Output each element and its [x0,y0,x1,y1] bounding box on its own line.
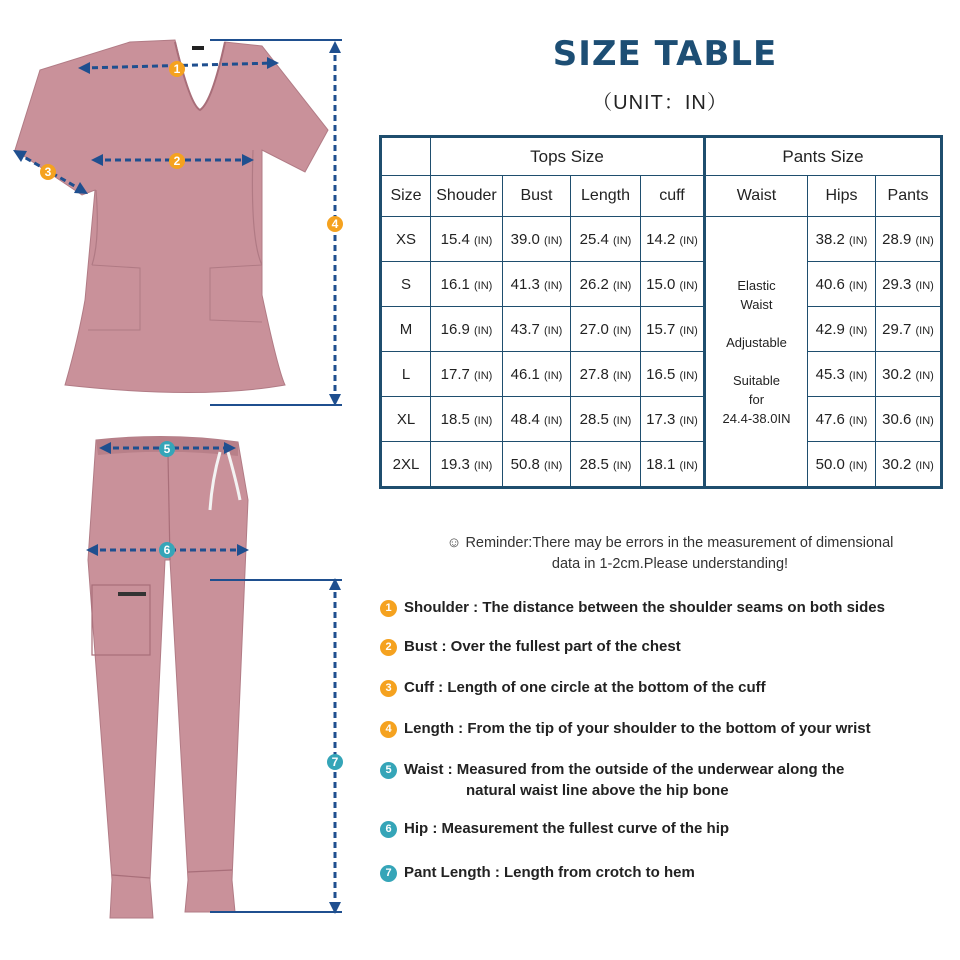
definition-pant-length: 7 Pant Length : Length from crotch to hem [380,862,695,883]
group-header-row [381,137,942,176]
definition-hip: 6 Hip : Measurement the fullest curve of the hip [380,818,729,839]
cuff-cell: 17.3 (IN) [641,397,705,442]
size-cell: XL [381,397,431,442]
shoulder-cell: 15.4 (IN) [431,217,503,262]
pants-cell: 29.7 (IN) [876,307,942,352]
unit-label: （UNIT：IN） [592,92,728,114]
definition-cuff: 3 Cuff : Length of one circle at the bottom of the cuff [380,677,766,698]
col-waist: Waist [705,176,808,217]
length-cell: 27.8 (IN) [571,352,641,397]
cuff-cell: 14.2 (IN) [641,217,705,262]
marker-3 [40,164,56,180]
table-row [381,352,942,397]
hips-cell: 40.6 (IN) [808,262,876,307]
marker-1 [169,61,185,77]
table-row [381,262,942,307]
reminder-line-1: Reminder:There may be errors in the measurement of dimensional [465,535,894,551]
pants-cell: 28.9 (IN) [876,217,942,262]
marker-4 [327,216,343,232]
cuff-cell: 15.0 (IN) [641,262,705,307]
size-cell: M [381,307,431,352]
svg-text:7: 7 [331,755,339,769]
svg-text:2: 2 [173,154,181,168]
length-cell: 27.0 (IN) [571,307,641,352]
shoulder-cell: 17.7 (IN) [431,352,503,397]
size-rows [381,217,942,488]
bust-cell: 48.4 (IN) [503,397,571,442]
cuff-cell: 15.7 (IN) [641,307,705,352]
bust-cell: 39.0 (IN) [503,217,571,262]
col-hips: Hips [808,176,876,217]
definition-shoulder: 1 Shoulder : The distance between the shoulder seams on both sides [380,597,885,618]
shoulder-cell: 16.9 (IN) [431,307,503,352]
definition-length: 4 Length : From the tip of your shoulder to the bottom of your wrist [380,718,871,739]
col-pants: Pants [876,176,942,217]
marker-icon-6: 6 [380,821,397,838]
hips-cell: 47.6 (IN) [808,397,876,442]
svg-text:3: 3 [44,165,52,179]
tops-size-header: Tops Size [431,137,705,176]
definition-waist: 5 Waist : Measured from the outside of the underwear along the natural waist line above the hip bone [380,759,844,801]
page-title: SIZE TABLE [552,34,778,74]
hips-cell: 42.9 (IN) [808,307,876,352]
size-cell: 2XL [381,442,431,488]
col-shoulder: Shouder [431,176,503,217]
waist-note: Elastic Waist Adjustable Suitable for 24.4-38.0IN [705,217,808,488]
smiley-icon: ☺ [446,535,462,551]
garment-illustration [0,0,370,960]
svg-text:6: 6 [163,543,171,557]
pants-cell: 30.2 (IN) [876,352,942,397]
marker-2 [169,153,185,169]
pants-size-header: Pants Size [705,137,942,176]
bust-cell: 43.7 (IN) [503,307,571,352]
reminder [380,533,960,575]
marker-icon-5: 5 [380,762,397,779]
column-header-row [381,176,942,217]
svg-text:4: 4 [331,217,339,231]
bust-cell: 50.8 (IN) [503,442,571,488]
pants-cell: 29.3 (IN) [876,262,942,307]
hips-cell: 50.0 (IN) [808,442,876,488]
size-cell: S [381,262,431,307]
pants-cell: 30.6 (IN) [876,397,942,442]
pants-cell: 30.2 (IN) [876,442,942,488]
col-length: Length [571,176,641,217]
marker-icon-2: 2 [380,639,397,656]
size-cell: XS [381,217,431,262]
length-cell: 28.5 (IN) [571,442,641,488]
col-size: Size [381,176,431,217]
hips-cell: 45.3 (IN) [808,352,876,397]
hips-cell: 38.2 (IN) [808,217,876,262]
marker-icon-3: 3 [380,680,397,697]
length-cell: 26.2 (IN) [571,262,641,307]
marker-7 [327,754,343,770]
table-row [381,442,942,488]
table-corner [381,137,431,176]
scrub-pants [88,436,248,918]
marker-6 [159,542,175,558]
svg-text:1: 1 [173,62,181,76]
marker-icon-7: 7 [380,865,397,882]
marker-icon-1: 1 [380,600,397,617]
length-cell: 28.5 (IN) [571,397,641,442]
bust-cell: 46.1 (IN) [503,352,571,397]
reminder-line-2: data in 1-2cm.Please understanding! [551,556,789,572]
marker-icon-4: 4 [380,721,397,738]
size-cell: L [381,352,431,397]
length-cell: 25.4 (IN) [571,217,641,262]
scrub-top [15,40,328,393]
col-cuff: cuff [641,176,705,217]
cuff-cell: 16.5 (IN) [641,352,705,397]
cuff-cell: 18.1 (IN) [641,442,705,488]
size-table [379,135,943,489]
table-row [381,397,942,442]
bust-cell: 41.3 (IN) [503,262,571,307]
svg-text:5: 5 [163,442,171,456]
table-row [381,217,942,262]
table-row [381,307,942,352]
shoulder-cell: 18.5 (IN) [431,397,503,442]
marker-5 [159,441,175,457]
definition-bust: 2 Bust : Over the fullest part of the chest [380,636,681,657]
col-bust: Bust [503,176,571,217]
shoulder-cell: 16.1 (IN) [431,262,503,307]
shoulder-cell: 19.3 (IN) [431,442,503,488]
